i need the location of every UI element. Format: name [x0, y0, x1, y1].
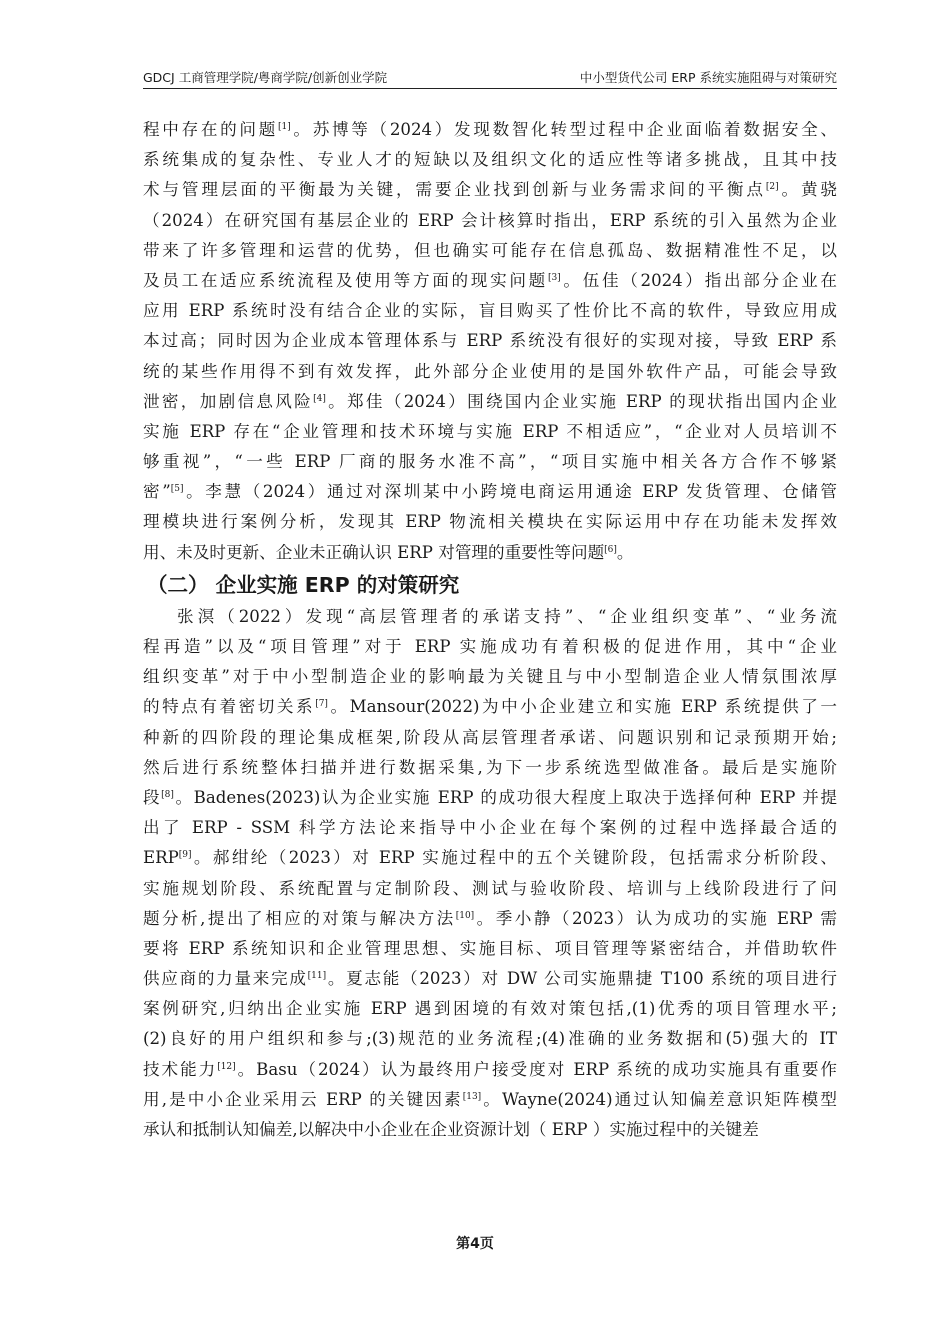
- text-line: [143, 296, 837, 326]
- line-text: 够重视”，“一些 ERP 厂商的服务水准不高”，“项目实施中相关各方合作不够紧: [143, 452, 837, 472]
- line-text: 。伍佳（2024）指出部分企业在: [560, 270, 837, 290]
- text-line: [143, 387, 837, 417]
- line-text: 。季小静（2023）认为成功的实施 ERP 需: [474, 908, 837, 928]
- line-text: 统的某些作用得不到有效发挥，此外部分企业使用的是国外软件产品，可能会导致: [143, 361, 837, 381]
- running-header: [143, 66, 837, 89]
- citation-ref: [3]: [547, 272, 561, 283]
- line-text: 。郝绀纶（2023）对 ERP 实施过程中的五个关键阶段，包括需求分析阶段、: [191, 848, 837, 868]
- line-text: 实施 ERP 存在“企业管理和技术环境与实施 ERP 不相适应”，“企业对人员培训不: [143, 421, 837, 441]
- body-text: [143, 115, 837, 1145]
- line-text: 张溟（2022）发现“高层管理者的承诺支持”、“企业组织变革”、“业务流: [177, 606, 837, 626]
- text-line: [143, 783, 837, 813]
- text-line: [143, 723, 837, 753]
- citation-ref: [5]: [170, 484, 184, 495]
- text-line: [143, 994, 837, 1024]
- line-text: 组织变革”对于中小型制造企业的影响最为关键且与中小型制造企业人情氛围浓厚: [143, 667, 837, 687]
- citation-ref: [1]: [277, 122, 291, 132]
- line-text: 要将 ERP 系统知识和企业管理思想、实施目标、项目管理等紧密结合，并借助软件: [143, 938, 837, 958]
- line-text: (2)良好的用户组织和参与;(3)规范的业务流程;(4)准确的业务数据和(5)强大的 IT: [143, 1029, 837, 1049]
- line-text: 程再造”以及“项目管理”对于 ERP 实施成功有着积极的促进作用，其中“企业: [143, 637, 837, 656]
- citation-ref: [13]: [462, 1091, 482, 1102]
- line-text: 系统集成的复杂性、专业人才的短缺以及组织文化的适应性等诸多挑战，且其中技: [143, 150, 837, 170]
- text-line: [143, 662, 837, 692]
- text-line: [143, 507, 837, 537]
- text-line: [143, 1024, 837, 1054]
- text-line: [143, 1055, 837, 1085]
- line-text: 种新的四阶段的理论集成框架,阶段从高层管理者承诺、问题识别和记录预期开始;: [143, 727, 837, 747]
- text-line: [143, 326, 837, 356]
- line-text: 。Mansour(2022)为中小企业建立和实施 ERP 系统提供了一: [327, 697, 837, 717]
- line-text: 用,是中小企业采用云 ERP 的关键因素: [143, 1089, 463, 1109]
- line-text: 用、未及时更新、企业未正确认识 ERP 对管理的重要性等问题: [143, 542, 605, 562]
- citation-ref: [7]: [315, 699, 328, 710]
- line-text: 技术能力: [143, 1059, 218, 1079]
- text-line: [143, 357, 837, 387]
- citation-ref: [2]: [765, 182, 779, 193]
- line-text: 应用 ERP 系统时没有结合企业的实际，盲目购买了性价比不高的软件，导致应用成: [143, 301, 837, 321]
- text-line: [143, 874, 837, 904]
- line-text: 出了 ERP - SSM 科学方法论来指导中小企业在每个案例的过程中选择最合适的: [143, 818, 837, 838]
- text-line: [143, 115, 837, 145]
- section-heading: （二） 企业实施 ERP 的对策研究: [147, 572, 460, 597]
- line-text: 本过高；同时因为企业成本管理体系与 ERP 系统没有很好的实现对接，导致 ERP 系: [143, 331, 837, 351]
- citation-ref: [6]: [604, 544, 617, 555]
- line-text: 理模块进行案例分析，发现其 ERP 物流相关模块在实际运用中存在功能未发挥效: [143, 512, 837, 532]
- citation-ref: [10]: [455, 910, 475, 921]
- line-text: 。黄骁: [778, 180, 837, 200]
- page-number: 第4页: [456, 1236, 494, 1252]
- text-line: [143, 175, 837, 205]
- line-text: 题分析,提出了相应的对策与解决方法: [143, 908, 456, 928]
- text-line: [143, 236, 837, 266]
- text-line: [143, 1085, 837, 1115]
- line-text: 。Badenes(2023)认为企业实施 ERP 的成功很大程度上取决于选择何种 ERP 并提: [173, 787, 837, 807]
- line-text: 。李慧（2024）通过对深圳某中小跨境电商运用通途 ERP 发货管理、仓储管: [183, 482, 837, 502]
- citation-ref: [11]: [307, 971, 327, 982]
- citation-ref: [4]: [313, 393, 326, 404]
- header-institution: GDCJ 工商管理学院/粤商学院/创新创业学院: [143, 70, 388, 85]
- text-line: [143, 417, 837, 447]
- line-text: 密”: [143, 482, 171, 502]
- paragraph-erp-strategies: [143, 602, 837, 1145]
- citation-ref: [12]: [217, 1061, 236, 1072]
- text-line: [143, 602, 837, 632]
- line-text: 案例研究,归纳出企业实施 ERP 遇到困境的有效对策包括,(1)优秀的项目管理水平;: [143, 999, 837, 1019]
- text-line: [143, 753, 837, 783]
- text-line: [143, 632, 837, 662]
- line-text: 带来了许多管理和运营的优势，但也确实可能存在信息孤岛、数据精准性不足，以: [143, 240, 837, 260]
- paragraph-erp-problems: [143, 115, 837, 568]
- line-text: 。夏志能（2023）对 DW 公司实施鼎捷 T100 系统的项目进行: [326, 969, 837, 989]
- text-line: [143, 206, 837, 236]
- line-text: 。Wayne(2024)通过认知偏差意识矩阵模型: [481, 1089, 837, 1109]
- line-text: 段: [143, 787, 162, 807]
- line-text: 的特点有着密切关系: [143, 697, 316, 717]
- line-text: 承认和抵制认知偏差,以解决中小企业在企业资源计划（ ERP ）实施过程中的关键差: [143, 1120, 759, 1139]
- text-line: [143, 447, 837, 477]
- text-line: [143, 964, 837, 994]
- citation-ref: [8]: [161, 789, 174, 800]
- text-line: [143, 266, 837, 296]
- line-text: 。Basu（2024）认为最终用户接受度对 ERP 系统的成功实施具有重要作: [235, 1059, 837, 1079]
- text-line: [143, 934, 837, 964]
- text-line: [143, 477, 837, 507]
- text-line: [143, 843, 837, 873]
- citation-ref: [9]: [178, 850, 192, 861]
- line-text: 实施规划阶段、系统配置与定制阶段、测试与验收阶段、培训与上线阶段进行了问: [143, 878, 837, 898]
- line-text: 术与管理层面的平衡最为关键，需要企业找到创新与业务需求间的平衡点: [143, 180, 766, 200]
- line-text: 。郑佳（2024）围绕国内企业实施 ERP 的现状指出国内企业: [325, 391, 837, 411]
- line-text: 。: [616, 542, 634, 562]
- header-thesis-title: 中小型货代公司 ERP 系统实施阻碍与对策研究: [579, 70, 837, 85]
- line-text: 供应商的力量来完成: [143, 969, 308, 989]
- line-text: 及员工在适应系统流程及使用等方面的现实问题: [143, 270, 548, 290]
- line-text: 泄密，加剧信息风险: [143, 391, 314, 411]
- text-line: [143, 145, 837, 175]
- line-text: 然后进行系统整体扫描并进行数据采集,为下一步系统选型做准备。最后是实施阶: [143, 757, 837, 777]
- line-text: 。苏博等（2024）发现数智化转型过程中企业面临着数据安全、: [290, 120, 837, 139]
- text-line: [143, 813, 837, 843]
- text-line: [143, 904, 837, 934]
- text-line: [143, 1115, 837, 1145]
- text-line: [143, 538, 837, 568]
- line-text: ERP: [143, 848, 179, 868]
- text-line: [143, 692, 837, 722]
- line-text: （2024）在研究国有基层企业的 ERP 会计核算时指出，ERP 系统的引入虽然为企业: [143, 210, 837, 230]
- line-text: 程中存在的问题: [143, 120, 278, 139]
